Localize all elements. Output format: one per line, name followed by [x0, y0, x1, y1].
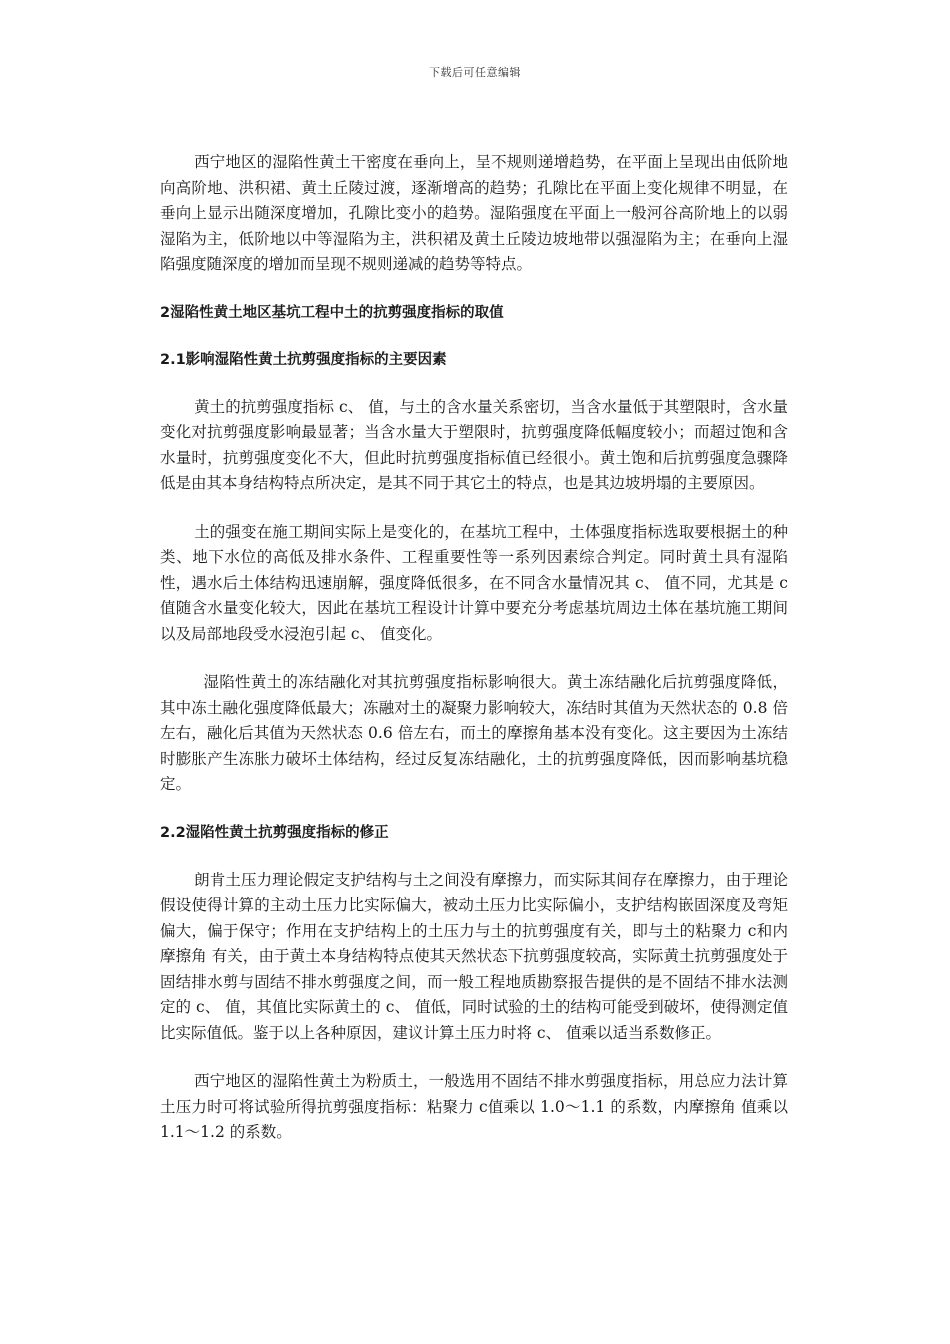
paragraph-strength-change: 土的强变在施工期间实际上是变化的，在基坑工程中，土体强度指标选取要根据土的种类、地下水位的高低及排水条件、工程重要性等一系列因素综合判定。同时黄土具有湿陷性，遇水后土体结构迅速崩解，强度降低很多，在不同含水量情况其 c、 值不同，尤其是 c值随含水量变化较大，因此在基坑工程设计计算中要充分考虑基坑周边土体在基坑施工期间以及局部地段受水浸泡引起 c、 值变化。: [160, 522, 788, 643]
section-heading-2: 2湿陷性黄土地区基坑工程中土的抗剪强度指标的取值: [160, 304, 504, 321]
paragraph-loess-properties: 西宁地区的湿陷性黄土干密度在垂向上，呈不规则递增趋势，在平面上呈现出由低阶地向高阶地、洪积裙、黄土丘陵过渡，逐渐增高的趋势；孔隙比在平面上变化规律不明显，在垂向上显示出随深度增加，孔隙比变小的趋势。湿陷强度在平面上一般河谷高阶地上的以弱湿陷为主，低阶地以中等湿陷为主，洪积裙及黄土丘陵边坡地带以强湿陷为主；在垂向上湿陷强度随深度的增加而呈现不规则递减的趋势等特点。: [160, 153, 788, 273]
subsection-heading-2-2: 2.2湿陷性黄土抗剪强度指标的修正: [160, 824, 389, 841]
document-body: [160, 150, 788, 1169]
paragraph-xining-coefficients: 西宁地区的湿陷性黄土为粉质土，一般选用不固结不排水剪强度指标，用总应力法计算土压力时可将试验所得抗剪强度指标：粘聚力 c值乘以 1.0～1.1 的系数，内摩擦角 值乘以 1.1～1.2 的系数。: [160, 1072, 788, 1141]
subsection-heading-2-1: 2.1影响湿陷性黄土抗剪强度指标的主要因素: [160, 351, 447, 368]
paragraph-freeze-thaw: 湿陷性黄土的冻结融化对其抗剪强度指标影响很大。黄土冻结融化后抗剪强度降低，其中冻土融化强度降低最大；冻融对土的凝聚力影响较大，冻结时其值为天然状态的 0.8 倍左右，融化后其值为天然状态 0.6 倍左右，而土的摩擦角基本没有变化。这主要因为土冻结时膨胀产生冻胀力破坏土体结构，经过反复冻结融化，土的抗剪强度降低，因而影响基坑稳定。: [160, 673, 788, 793]
paragraph-rankine-theory: 朗肯土压力理论假定支护结构与土之间没有摩擦力，而实际其间存在摩擦力，由于理论假设使得计算的主动土压力比实际偏大，被动土压力比实际偏小，支护结构嵌固深度及弯矩偏大，偏于保守；作用在支护结构上的土压力与土的抗剪强度有关，即与土的粘聚力 c和内摩擦角 有关，由于黄土本身结构特点使其天然状态下抗剪强度较高，实际黄土抗剪强度处于固结排水剪与固结不排水剪强度之间，而一般工程地质勘察报告提供的是不固结不排水法测定的 c、 值，其值比实际黄土的 c、 值低，同时试验的土的结构可能受到破坏，使得测定值比实际值低。鉴于以上各种原因，建议计算土压力时将 c、 值乘以适当系数修正。: [160, 870, 788, 1042]
paragraph-water-content-effect: 黄土的抗剪强度指标 c、 值，与土的含水量关系密切，当含水量低于其塑限时，含水量变化对抗剪强度影响最显著；当含水量大于塑限时，抗剪强度降低幅度较小；而超过饱和含水量时，抗剪强度变化不大，但此时抗剪强度指标值已经很小。黄土饱和后抗剪强度急骤降低是由其本身结构特点所决定，是其不同于其它土的特点，也是其边坡坍塌的主要原因。: [160, 397, 788, 492]
page-header-note: 下载后可任意编辑: [429, 66, 521, 79]
